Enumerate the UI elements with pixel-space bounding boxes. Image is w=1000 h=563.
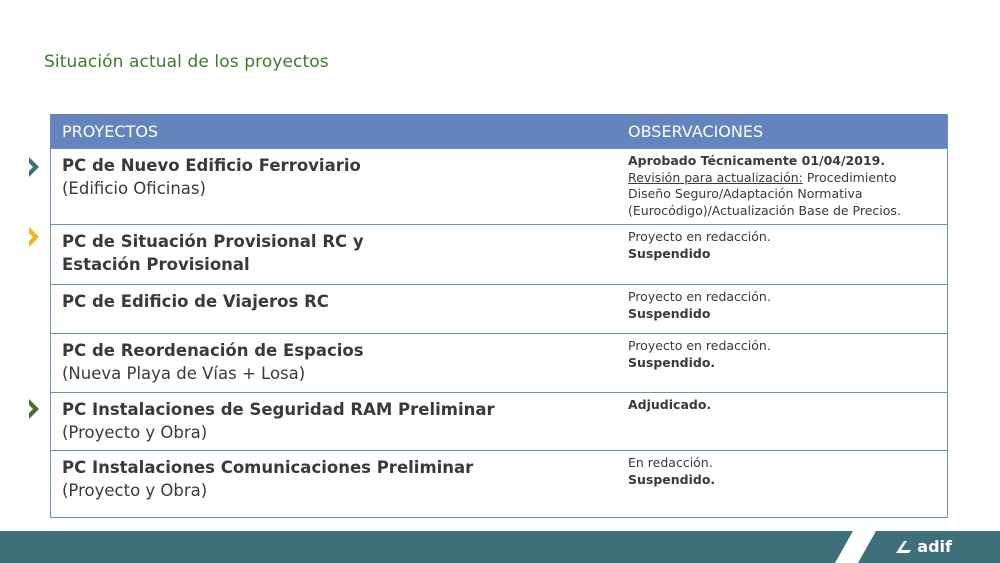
- observation-cell: [617, 149, 947, 224]
- header-observations: OBSERVACIONES: [628, 121, 764, 141]
- project-name: PC de Edificio de Viajeros RC: [62, 292, 329, 311]
- adif-logo-icon: [895, 540, 913, 554]
- observation-detail: [628, 170, 901, 218]
- observation-state: Suspendido: [628, 305, 711, 321]
- observation-cell: [617, 285, 947, 333]
- adif-logo-text: adif: [917, 537, 952, 556]
- observation-status: Aprobado Técnicamente 01/04/2019.: [628, 153, 886, 168]
- table-row: [51, 450, 947, 517]
- observation-state: Suspendido: [628, 245, 711, 261]
- adif-logo: [895, 537, 952, 556]
- observation-detail-text: Procedimiento Diseño Seguro/Adaptación Normativa (Eurocódigo)/Actualización Base de Precios.: [628, 169, 901, 218]
- project-subtitle: (Proyecto y Obra): [62, 423, 208, 442]
- observation-cell: [617, 334, 947, 392]
- project-cell: [51, 285, 617, 333]
- projects-table: [50, 114, 948, 518]
- table-header: [51, 114, 947, 148]
- table-row: [51, 333, 947, 392]
- observation-cell: [617, 393, 947, 450]
- table-row: [51, 392, 947, 450]
- project-name: PC Instalaciones Comunicaciones Preliminar: [62, 458, 474, 477]
- project-name: PC de Reordenación de Espacios: [62, 341, 364, 360]
- observation-state: Suspendido.: [628, 471, 716, 487]
- project-name: PC de Situación Provisional RC y Estación Provisional: [62, 232, 364, 274]
- table-row: [51, 284, 947, 333]
- observation-status: En redacción.: [628, 455, 713, 470]
- project-cell: [51, 334, 617, 392]
- project-cell: [51, 225, 617, 284]
- project-subtitle: (Nueva Playa de Vías + Losa): [62, 364, 306, 383]
- observation-status: Proyecto en redacción.: [628, 338, 771, 353]
- observation-status: Proyecto en redacción.: [628, 229, 771, 244]
- table-row: [51, 148, 947, 224]
- chevron-right-icon: [27, 398, 41, 420]
- project-subtitle: (Proyecto y Obra): [62, 481, 208, 500]
- observation-cell: [617, 451, 947, 517]
- observation-status: Proyecto en redacción.: [628, 289, 771, 304]
- observation-detail-label: Revisión para actualización:: [628, 169, 803, 185]
- project-cell: [51, 149, 617, 224]
- observation-cell: [617, 225, 947, 284]
- observation-status: Adjudicado.: [628, 397, 712, 412]
- project-name: PC Instalaciones de Seguridad RAM Preliminar: [62, 400, 495, 419]
- chevron-right-icon: [27, 156, 41, 178]
- project-cell: [51, 393, 617, 450]
- table-row: [51, 224, 947, 284]
- project-subtitle: (Edificio Oficinas): [62, 179, 206, 198]
- project-name: PC de Nuevo Edificio Ferroviario: [62, 156, 361, 175]
- page-title: Situación actual de los proyectos: [44, 52, 329, 72]
- header-projects: PROYECTOS: [62, 121, 159, 141]
- observation-state: Suspendido.: [628, 354, 716, 370]
- chevron-right-icon: [27, 226, 41, 248]
- project-cell: [51, 451, 617, 517]
